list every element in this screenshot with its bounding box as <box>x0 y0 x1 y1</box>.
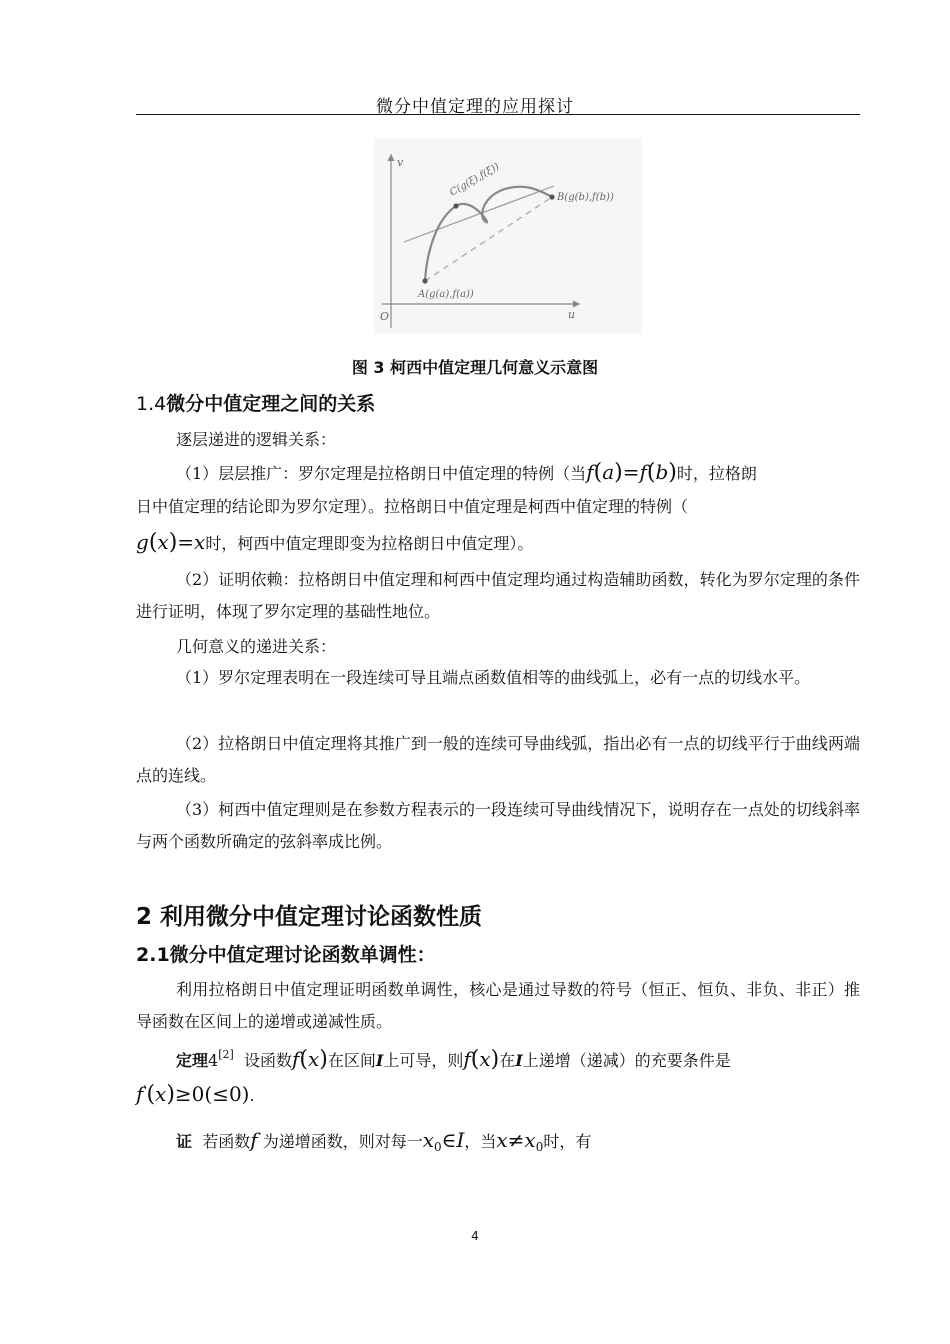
theorem-period: . <box>249 1086 255 1105</box>
figure-caption: 图 3 柯西中值定理几何意义示意图 <box>351 358 599 377</box>
math-interval-i: I <box>375 1051 384 1070</box>
point-c-label: C(g(ξ),f(ξ)) <box>448 161 502 199</box>
theorem-text-d: 在 <box>499 1051 516 1070</box>
section-title: 微分中值定理之间的关系 <box>166 393 376 415</box>
math-x0b: x <box>524 1128 536 1152</box>
section-number: 1.4 <box>136 393 167 415</box>
point-a-label: A(g(a),f(a)) <box>418 289 474 300</box>
math-x: x <box>157 530 169 554</box>
math-f: f <box>291 1047 300 1071</box>
point-a <box>422 278 427 283</box>
theorem-text-c: 上可导，则 <box>383 1051 464 1070</box>
paragraph-monotonicity: 利用拉格朗日中值定理证明函数单调性，核心是通过导数的符号（恒正、恒负、非负、非正）推导函数在区间上的递增或递减性质。 <box>136 980 860 1031</box>
math-eq2: = <box>177 530 195 554</box>
section-heading-2: 2 利用微分中值定理讨论函数性质 <box>136 904 483 930</box>
item1-text-a: （1）层层推广：罗尔定理是拉格朗日中值定理的特例（当 <box>176 464 587 483</box>
header-rule <box>136 114 860 115</box>
paragraph-geo1: （1）罗尔定理表明在一段连续可导且端点函数值相等的曲线弧上，必有一点的切线水平。 <box>176 668 811 687</box>
curve <box>425 187 552 281</box>
citation-ref: [2] <box>218 1048 234 1061</box>
cauchy-figure-svg <box>374 138 642 334</box>
paragraph-geo3: （3）柯西中值定理则是在参数方程表示的一段连续可导曲线情况下，说明存在一点处的切线斜率与两个函数所确定的弦斜率成比例。 <box>136 800 860 851</box>
origin-label: O <box>380 310 390 323</box>
theorem-4-line2: f'(x)≥0(≤0). <box>136 1082 255 1107</box>
math-x2: x <box>479 1047 491 1071</box>
math-x2: x <box>194 530 206 554</box>
section-number: 2.1 <box>136 944 170 966</box>
tangent-line <box>404 186 554 242</box>
paragraph-item1-line1: （1）层层推广：罗尔定理是拉格朗日中值定理的特例（当f(a)=f(b)时，拉格朗 <box>176 460 757 485</box>
proof-text-d: 时，有 <box>543 1132 592 1151</box>
paragraph-item2: （2）证明依赖：拉格朗日中值定理和柯西中值定理均通过构造辅助函数，转化为罗尔定理的条件进行证明，体现了罗尔定理的基础性地位。 <box>136 570 860 621</box>
chord-ab <box>425 197 552 281</box>
math-sub0b: 0 <box>535 1140 544 1154</box>
cauchy-figure <box>374 138 642 334</box>
theorem-label: 定理 <box>176 1051 209 1070</box>
item1-text-c: 时，柯西中值定理即变为拉格朗日中值定理）。 <box>205 534 534 553</box>
math-neq: ≠ <box>507 1128 525 1152</box>
section-title: 微分中值定理讨论函数单调性： <box>169 944 436 966</box>
theorem-text-e: 上递增（递减）的充要条件是 <box>522 1051 731 1070</box>
math-f2: f <box>463 1047 471 1071</box>
math-x: x <box>496 1128 508 1152</box>
math-x: x <box>307 1047 320 1071</box>
math-interval-i2: I <box>515 1051 523 1070</box>
point-b <box>549 194 554 199</box>
math-in: ∈ <box>441 1128 457 1152</box>
math-b: b <box>655 460 669 484</box>
math-condition: ≥0(≤0) <box>174 1082 250 1106</box>
math-eq: = <box>622 460 640 484</box>
proof-line1 <box>176 1128 591 1154</box>
math-i: I <box>456 1128 465 1152</box>
math-g: g <box>136 530 149 554</box>
paragraph-geo-intro: 几何意义的递进关系： <box>176 637 337 656</box>
proof-text-c: ，当 <box>464 1132 497 1151</box>
proof-text-b: 为递增函数，则对每一 <box>262 1132 423 1151</box>
math-f3: f <box>136 1082 144 1106</box>
math-x0: x <box>422 1128 434 1152</box>
math-a: a <box>602 460 615 484</box>
theorem-text-b: 在区间 <box>327 1051 376 1070</box>
math-prime: ' <box>143 1083 147 1096</box>
item1-text-b: 时，拉格朗 <box>676 464 757 483</box>
section-heading-1-4 <box>136 389 375 416</box>
paragraph-item1-line3: g(x)=x时，柯西中值定理即变为拉格朗日中值定理）。 <box>136 530 534 555</box>
paragraph-logic-intro: 逐层递进的逻辑关系： <box>176 430 337 449</box>
theorem-number: 4 <box>208 1051 219 1070</box>
proof-text-a: 若函数 <box>202 1132 251 1151</box>
running-header: 微分中值定理的应用探讨 <box>376 97 574 117</box>
theorem-text-a: 设函数 <box>243 1051 292 1070</box>
axis-u-label: u <box>568 308 576 321</box>
point-b-label: B(g(b),f(b)) <box>557 192 614 203</box>
math-sub0: 0 <box>434 1140 442 1154</box>
math-x3: x <box>155 1082 167 1106</box>
proof-label: 证 <box>176 1132 193 1151</box>
theorem-4-line1: 定理4[2] 设函数f(x)在区间I上可导，则f(x)在I上递增（递减）的充要条件是 <box>176 1047 731 1072</box>
math-f: f <box>586 460 594 484</box>
paragraph-item1-line2: 日中值定理的结论即为罗尔定理）。拉格朗日中值定理是柯西中值定理的特例（ <box>136 497 689 516</box>
section-heading-2-1 <box>136 940 436 967</box>
page-number: 4 <box>471 1229 479 1243</box>
math-f2: f <box>639 460 647 484</box>
axis-v-label: v <box>397 156 404 169</box>
math-f: f <box>250 1128 258 1152</box>
paragraph-geo2: （2）拉格朗日中值定理将其推广到一般的连续可导曲线弧，指出必有一点的切线平行于曲线两端点的连线。 <box>136 734 860 785</box>
point-c <box>453 203 458 208</box>
